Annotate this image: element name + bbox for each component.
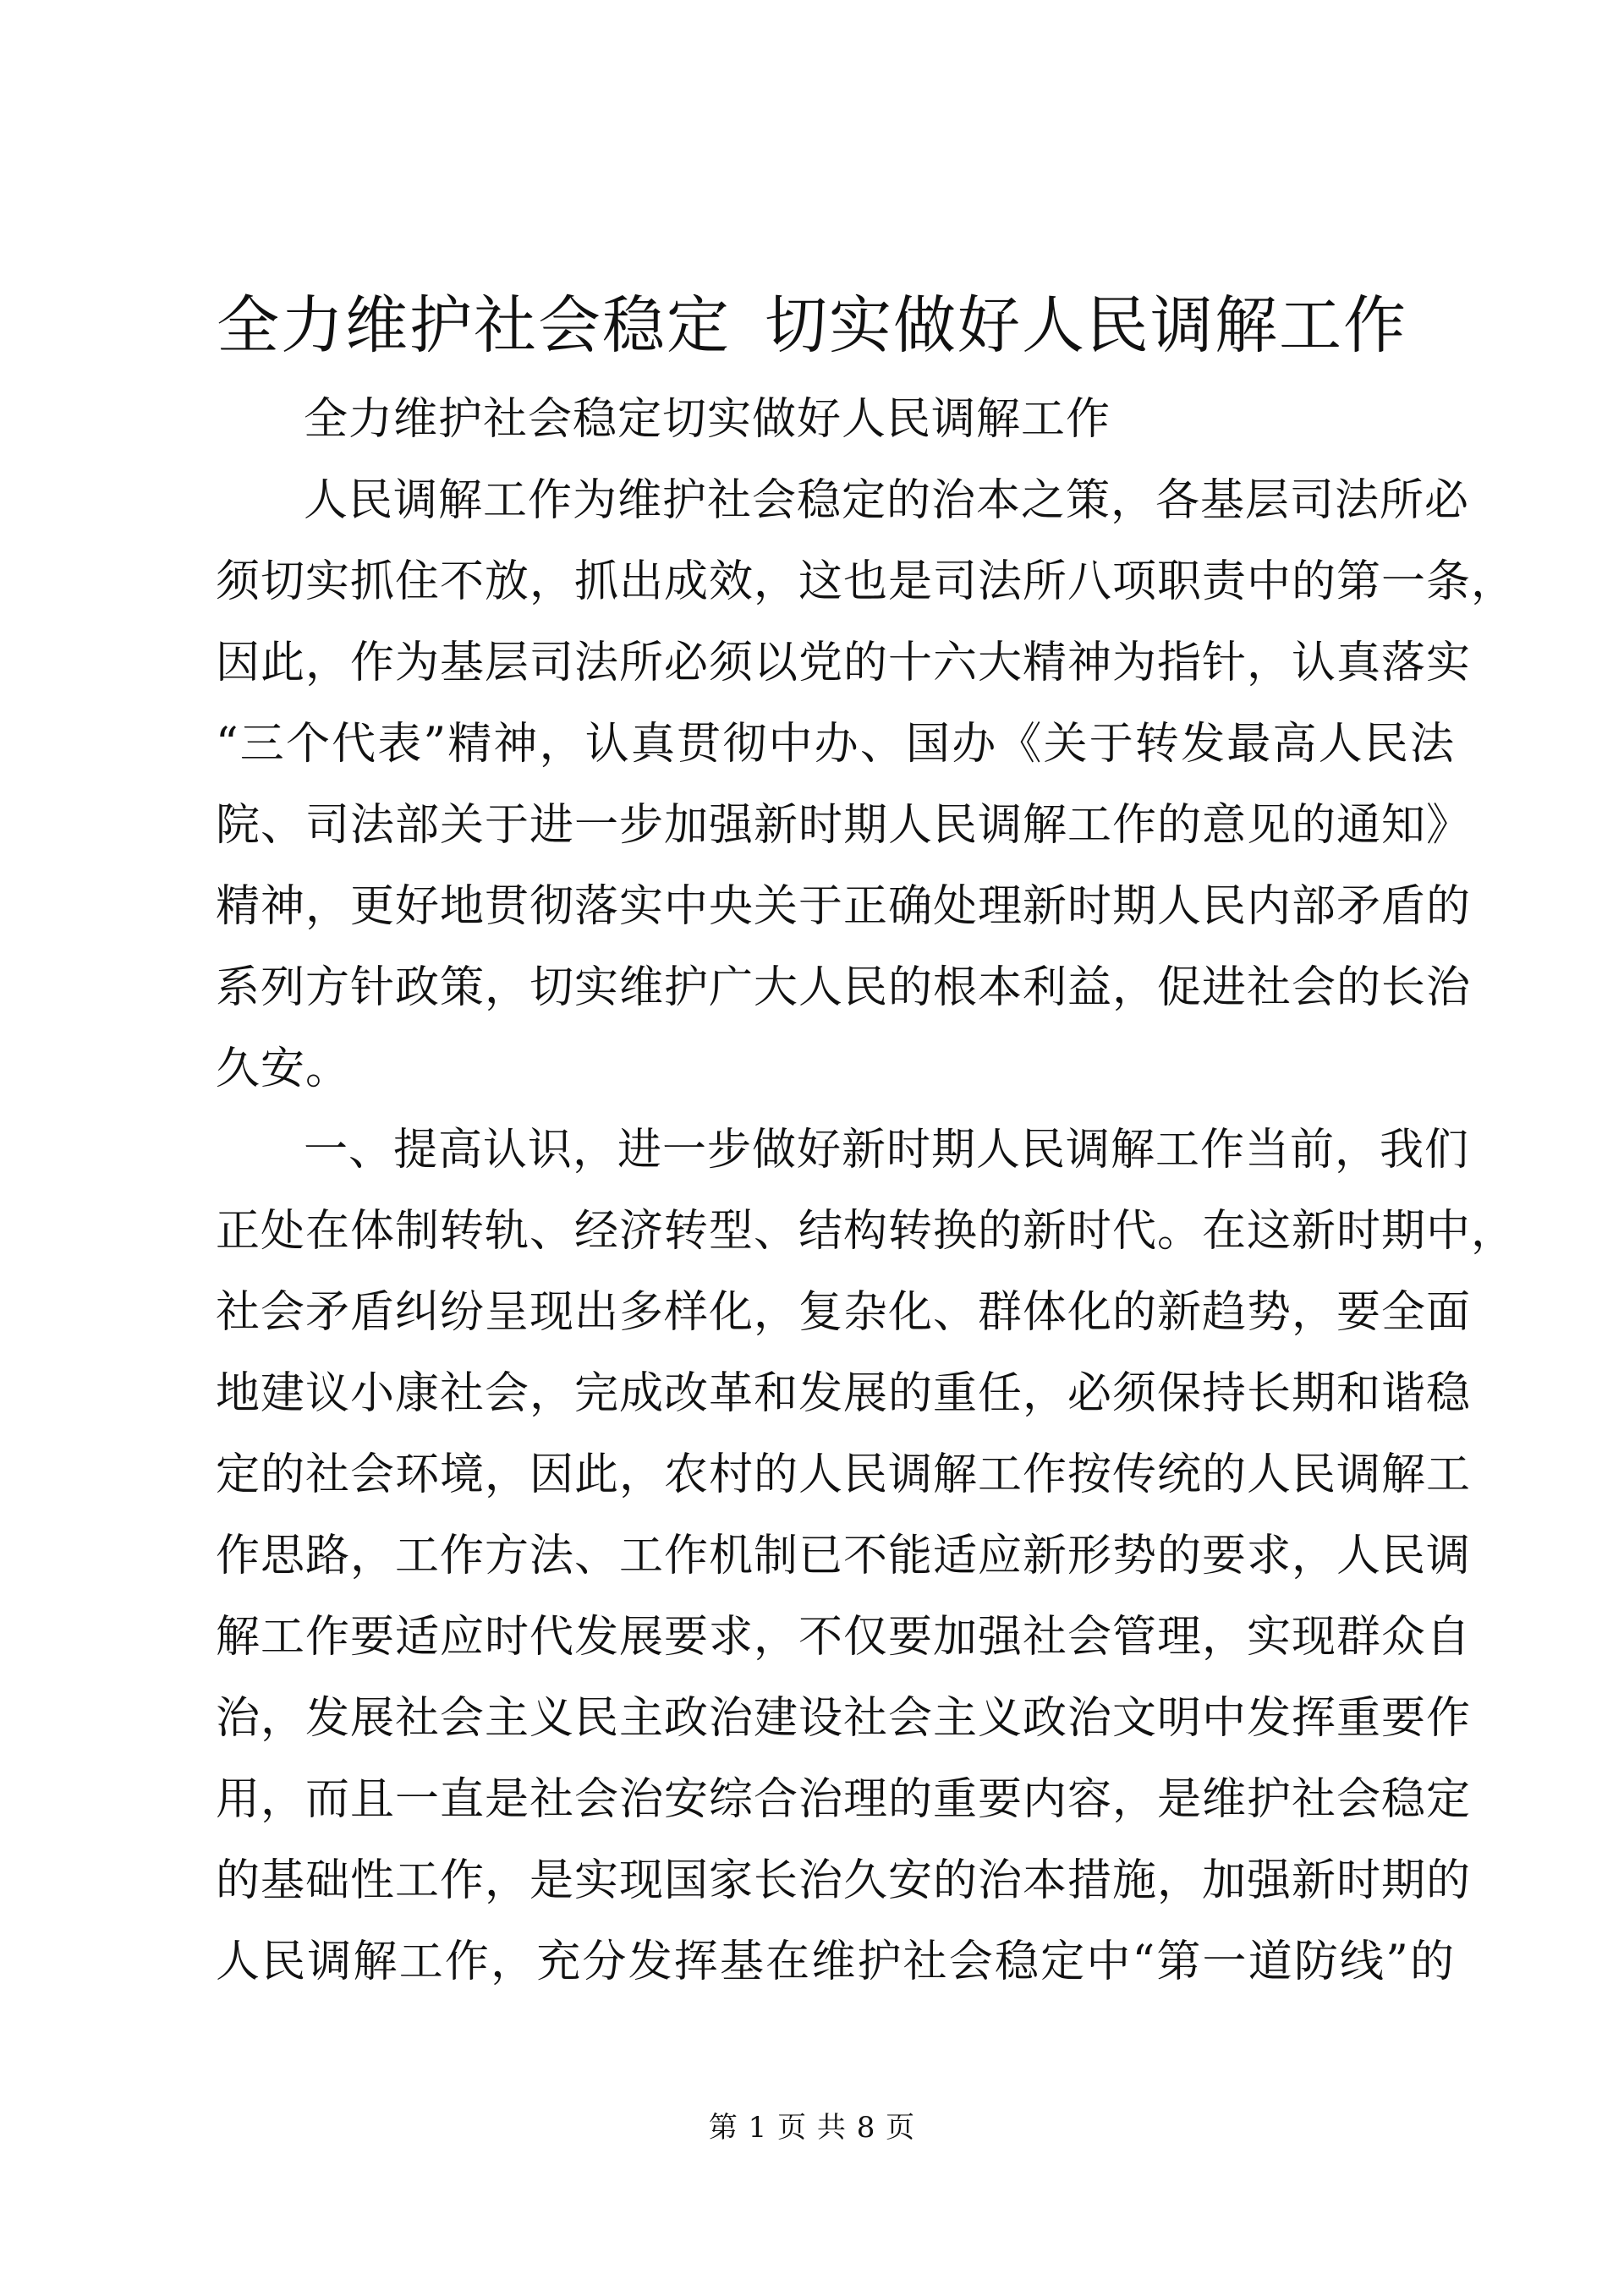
paragraph-line: 作思路，工作方法、工作机制已不能适应新形势的要求，人民调: [216, 1531, 1472, 1581]
paragraph-line: 定的社会环境，因此，农村的人民调解工作按传统的人民调解工: [216, 1449, 1472, 1500]
paragraph-line: 全力维护社会稳定切实做好人民调解工作: [304, 394, 1111, 445]
paragraph-line: 系列方针政策，切实维护广大人民的根本利益，促进社会的长治: [216, 962, 1472, 1013]
document-title: [169, 283, 1455, 368]
paragraph-line: 久安。: [216, 1044, 351, 1094]
paragraph-subtitle: [216, 379, 1455, 460]
paragraph-line: 人民调解工作为维护社会稳定的治本之策，各基层司法所必: [304, 475, 1470, 526]
paragraph-line: “三个代表”精神，认真贯彻中办、国办《关于转发最高人民法: [216, 719, 1455, 770]
paragraph-line: 解工作要适应时代发展要求，不仅要加强社会管理，实现群众自: [216, 1612, 1472, 1663]
page-number-label: 第 1 页 共 8 页: [708, 2111, 916, 2145]
paragraph-line: 用，而且一直是社会治安综合治理的重要内容，是维护社会稳定: [216, 1774, 1472, 1825]
title-part-1: 全力维护社会稳定: [217, 289, 731, 362]
paragraph-line: 正处在体制转轨、经济转型、结构转换的新时代。在这新时期中，: [216, 1206, 1517, 1257]
paragraph-line: 治，发展社会主义民主政治建设社会主义政治文明中发挥重要作: [216, 1693, 1472, 1744]
document-body: [216, 379, 1517, 2003]
paragraph-line: 须切实抓住不放，抓出成效，这也是司法所八项职责中的第一条，: [216, 556, 1517, 607]
paragraph-line: 社会矛盾纠纷呈现出多样化，复杂化、群体化的新趋势，要全面: [216, 1287, 1472, 1338]
title-part-2: 切实做好人民调解工作: [765, 289, 1407, 362]
paragraph-line: 的基础性工作，是实现国家长治久安的治本措施，加强新时期的: [216, 1855, 1472, 1906]
paragraph-line: 精神，更好地贯彻落实中央关于正确处理新时期人民内部矛盾的: [216, 881, 1472, 932]
paragraph-line: 一、提高认识，进一步做好新时期人民调解工作当前，我们: [304, 1125, 1470, 1175]
page-footer: [0, 2107, 1624, 2148]
paragraph-section-one: [216, 1110, 1517, 2003]
paragraph-line: 因此，作为基层司法所必须以党的十六大精神为指针，认真落实: [216, 638, 1472, 688]
paragraph-line: 院、司法部关于进一步加强新时期人民调解工作的意见的通知》: [216, 800, 1472, 851]
paragraph-intro: [216, 460, 1517, 1110]
paragraph-line: 地建议小康社会，完成改革和发展的重任，必须保持长期和谐稳: [216, 1368, 1472, 1419]
paragraph-line: 人民调解工作，充分发挥基在维护社会稳定中“第一道防线”的: [216, 1937, 1455, 1987]
